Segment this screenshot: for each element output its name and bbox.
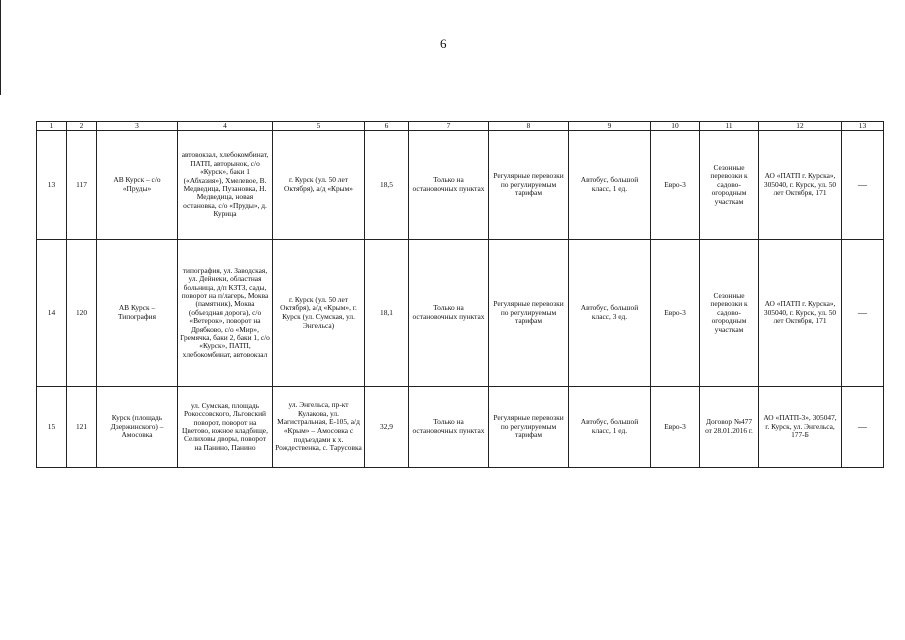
route-name: АВ Курск – Типография bbox=[97, 240, 178, 387]
col-header: 8 bbox=[489, 122, 569, 131]
vehicle-info: Автобус, большой класс, 1 ед. bbox=[569, 131, 651, 240]
route-length: 18,5 bbox=[365, 131, 409, 240]
col-header: 7 bbox=[409, 122, 489, 131]
stops-list: автовокзал, хлебокомбинат, ПАТП, авторынок, с/о «Курск», баки 1 («Абхазия»), Хмелевое, В. Медведица, Пузановка, Н. Медведица, новая остановка, с/о «Пруды», д. Курица bbox=[178, 131, 273, 240]
col-header: 4 bbox=[178, 122, 273, 131]
col-header: 12 bbox=[759, 122, 842, 131]
eco-class: Евро-3 bbox=[651, 387, 700, 468]
header-row bbox=[37, 122, 884, 131]
carrier: АО «ПАТП г. Курска», 305040, г. Курск, ул. 50 лет Октября, 171 bbox=[759, 131, 842, 240]
extra: — bbox=[842, 240, 884, 387]
table-row bbox=[37, 131, 884, 240]
route-number: 120 bbox=[67, 240, 97, 387]
col-header: 5 bbox=[273, 122, 365, 131]
eco-class: Евро-3 bbox=[651, 131, 700, 240]
carrier: АО «ПАТП-3», 305047, г. Курск, ул. Энгельса, 177-Б bbox=[759, 387, 842, 468]
notes: Сезонные перевозки к садово-огородным участкам bbox=[700, 240, 759, 387]
eco-class: Евро-3 bbox=[651, 240, 700, 387]
streets-roads: г. Курск (ул. 50 лет Октября), а/д «Крым» bbox=[273, 131, 365, 240]
route-name: Курск (площадь Дзержинского) – Амосовка bbox=[97, 387, 178, 468]
route-number: 117 bbox=[67, 131, 97, 240]
boarding-procedure: Только на остановочных пунктах bbox=[409, 240, 489, 387]
transport-type: Регулярные перевозки по регулируемым тарифам bbox=[489, 387, 569, 468]
vehicle-info: Автобус, большой класс, 3 ед. bbox=[569, 240, 651, 387]
col-header: 11 bbox=[700, 122, 759, 131]
col-header: 3 bbox=[97, 122, 178, 131]
boarding-procedure: Только на остановочных пунктах bbox=[409, 387, 489, 468]
stops-list: типография, ул. Заводская, ул. Дейнеки, областная больница, д/п КЗТЗ, сады, поворот на п/лагерь, Моква (памятник), Моква (объездная дорога), с/о «Ветерок», поворот на Дрябково, с/о «Мир», Гремячка, баки 2, баки 1, с/о «Курск», ПАТП, хлебокомбинат, автовокзал bbox=[178, 240, 273, 387]
col-header: 2 bbox=[67, 122, 97, 131]
notes: Договор №477 от 28.01.2016 г. bbox=[700, 387, 759, 468]
row-index: 14 bbox=[37, 240, 67, 387]
route-length: 32,9 bbox=[365, 387, 409, 468]
col-header: 13 bbox=[842, 122, 884, 131]
carrier: АО «ПАТП г. Курска», 305040, г. Курск, ул. 50 лет Октября, 171 bbox=[759, 240, 842, 387]
col-header: 10 bbox=[651, 122, 700, 131]
routes-table bbox=[36, 121, 884, 468]
row-index: 15 bbox=[37, 387, 67, 468]
col-header: 1 bbox=[37, 122, 67, 131]
route-length: 18,1 bbox=[365, 240, 409, 387]
stops-list: ул. Сумская, площадь Рокоссовского, Льговский поворот, поворот на Цветово, южное кладбище, Селиховы дворы, поворот на Панино, Панино bbox=[178, 387, 273, 468]
row-index: 13 bbox=[37, 131, 67, 240]
vehicle-info: Автобус, большой класс, 1 ед. bbox=[569, 387, 651, 468]
route-name: АВ Курск – с/о «Пруды» bbox=[97, 131, 178, 240]
route-number: 121 bbox=[67, 387, 97, 468]
scan-edge-line bbox=[0, 0, 1, 95]
notes: Сезонные перевозки к садово-огородным участкам bbox=[700, 131, 759, 240]
boarding-procedure: Только на остановочных пунктах bbox=[409, 131, 489, 240]
col-header: 9 bbox=[569, 122, 651, 131]
streets-roads: г. Курск (ул. 50 лет Октября), а/д «Крым», г. Курск (ул. Сумская, ул. Энгельса) bbox=[273, 240, 365, 387]
transport-type: Регулярные перевозки по регулируемым тарифам bbox=[489, 131, 569, 240]
col-header: 6 bbox=[365, 122, 409, 131]
page-number: 6 bbox=[440, 36, 447, 51]
table-row bbox=[37, 387, 884, 468]
extra: — bbox=[842, 131, 884, 240]
transport-type: Регулярные перевозки по регулируемым тарифам bbox=[489, 240, 569, 387]
extra: — bbox=[842, 387, 884, 468]
streets-roads: ул. Энгельса, пр-кт Кулакова, ул. Магистральная, Е-105, а/д «Крым» – Амосовка с подъездами к х. Рождественка, с. Тарусовка bbox=[273, 387, 365, 468]
table-row bbox=[37, 240, 884, 387]
